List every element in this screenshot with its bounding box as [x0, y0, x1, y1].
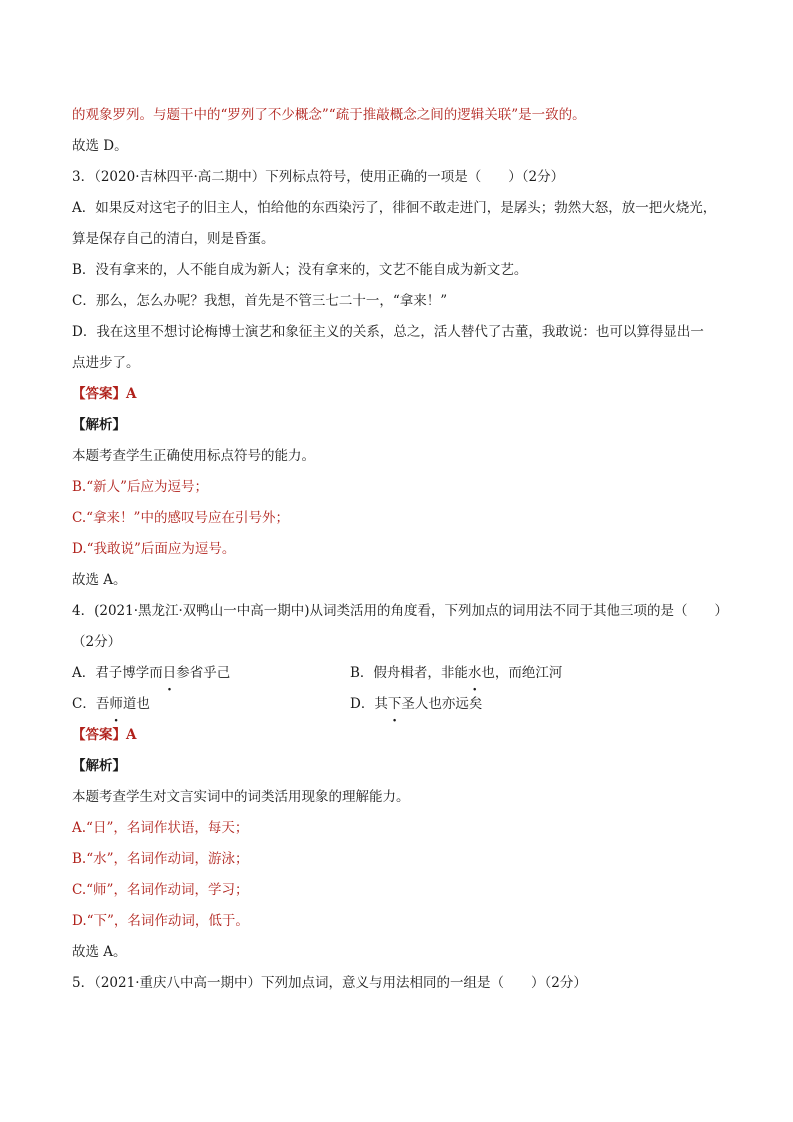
- q4-answer: 【答案】A: [72, 727, 137, 743]
- q4-option-b: B．假舟楫者，非能水也，而绝江河: [350, 665, 563, 681]
- q3-option-d-line2: 点进步了。: [72, 355, 140, 371]
- q3-option-b: B．没有拿来的，人不能自成为新人；没有拿来的，文艺不能自成为新文艺。: [72, 262, 528, 278]
- q3-stem: 3．（2020·吉林四平·高二期中）下列标点符号，使用正确的一项是（ ）（2分）: [72, 169, 565, 185]
- q4-stem-line2: （2分）: [72, 634, 122, 650]
- q3-option-c: C．那么，怎么办呢？我想，首先是不管三七二十一，“拿来！”: [72, 293, 448, 309]
- q4-analysis-d: D.“下”，名词作动词，低于。: [72, 913, 249, 929]
- q3-option-a-line1: A．如果反对这宅子的旧主人，怕给他的东西染污了，徘徊不敢走进门，是孱头；勃然大怒，放一把火烧光，: [72, 200, 717, 216]
- q4-option-a: A．君子博学而日参省乎己: [72, 665, 231, 681]
- q4-analysis-a: A.“日”，名词作状语，每天；: [72, 820, 249, 836]
- q4-analysis-label: 【解析】: [72, 758, 126, 774]
- q5-stem: 5．（2021·重庆八中高一期中）下列加点词，意义与用法相同的一组是（ ）（2分）: [72, 975, 587, 991]
- q4-stem-line1: 4．(2021·黑龙江·双鸭山一中高一期中)从词类活用的角度看，下列加点的词用法不同于其他三项的是（ ）: [72, 603, 729, 619]
- q4-conclusion: 故选 A。: [72, 944, 127, 960]
- q3-analysis-d: D.“我敢说”后面应为逗号。: [72, 541, 236, 557]
- q3-option-a-line2: 算是保存自己的清白，则是昏蛋。: [72, 231, 275, 247]
- q4-analysis-intro: 本题考查学生对文言实词中的词类活用现象的理解能力。: [72, 789, 410, 805]
- q3-analysis-c: C.“拿来！”中的感叹号应在引号外；: [72, 510, 289, 526]
- dotted-char: 水: [467, 665, 482, 681]
- q3-option-d-line1: D．我在这里不想讨论梅博士演艺和象征主义的关系，总之，活人替代了古董，我敢说：也可以算得显出一: [72, 324, 704, 340]
- q4-option-c: C．吾师道也: [72, 696, 150, 712]
- q3-answer: 【答案】A: [72, 386, 137, 402]
- q4-analysis-c: C.“师”，名词作动词，学习；: [72, 882, 249, 898]
- q4-option-d: D．其下圣人也亦远矣: [350, 696, 483, 712]
- q4-options-row1: [72, 658, 732, 689]
- prev-conclusion: 故选 D。: [72, 138, 128, 154]
- dotted-char: 下: [387, 696, 402, 712]
- prev-explanation-line: 的观象罗列。与题干中的“罗列了不少概念”“疏于推敲概念之间的逻辑关联”是一致的。: [72, 107, 586, 123]
- q3-analysis-b: B.“新人”后应为逗号；: [72, 479, 209, 495]
- q3-conclusion: 故选 A。: [72, 572, 127, 588]
- dotted-char: 日: [162, 665, 177, 681]
- q3-analysis-label: 【解析】: [72, 417, 126, 433]
- document-content: [72, 100, 732, 999]
- q4-analysis-b: B.“水”，名词作动词，游泳；: [72, 851, 249, 867]
- q3-analysis-intro: 本题考查学生正确使用标点符号的能力。: [72, 448, 315, 464]
- dotted-char: 师: [109, 696, 123, 712]
